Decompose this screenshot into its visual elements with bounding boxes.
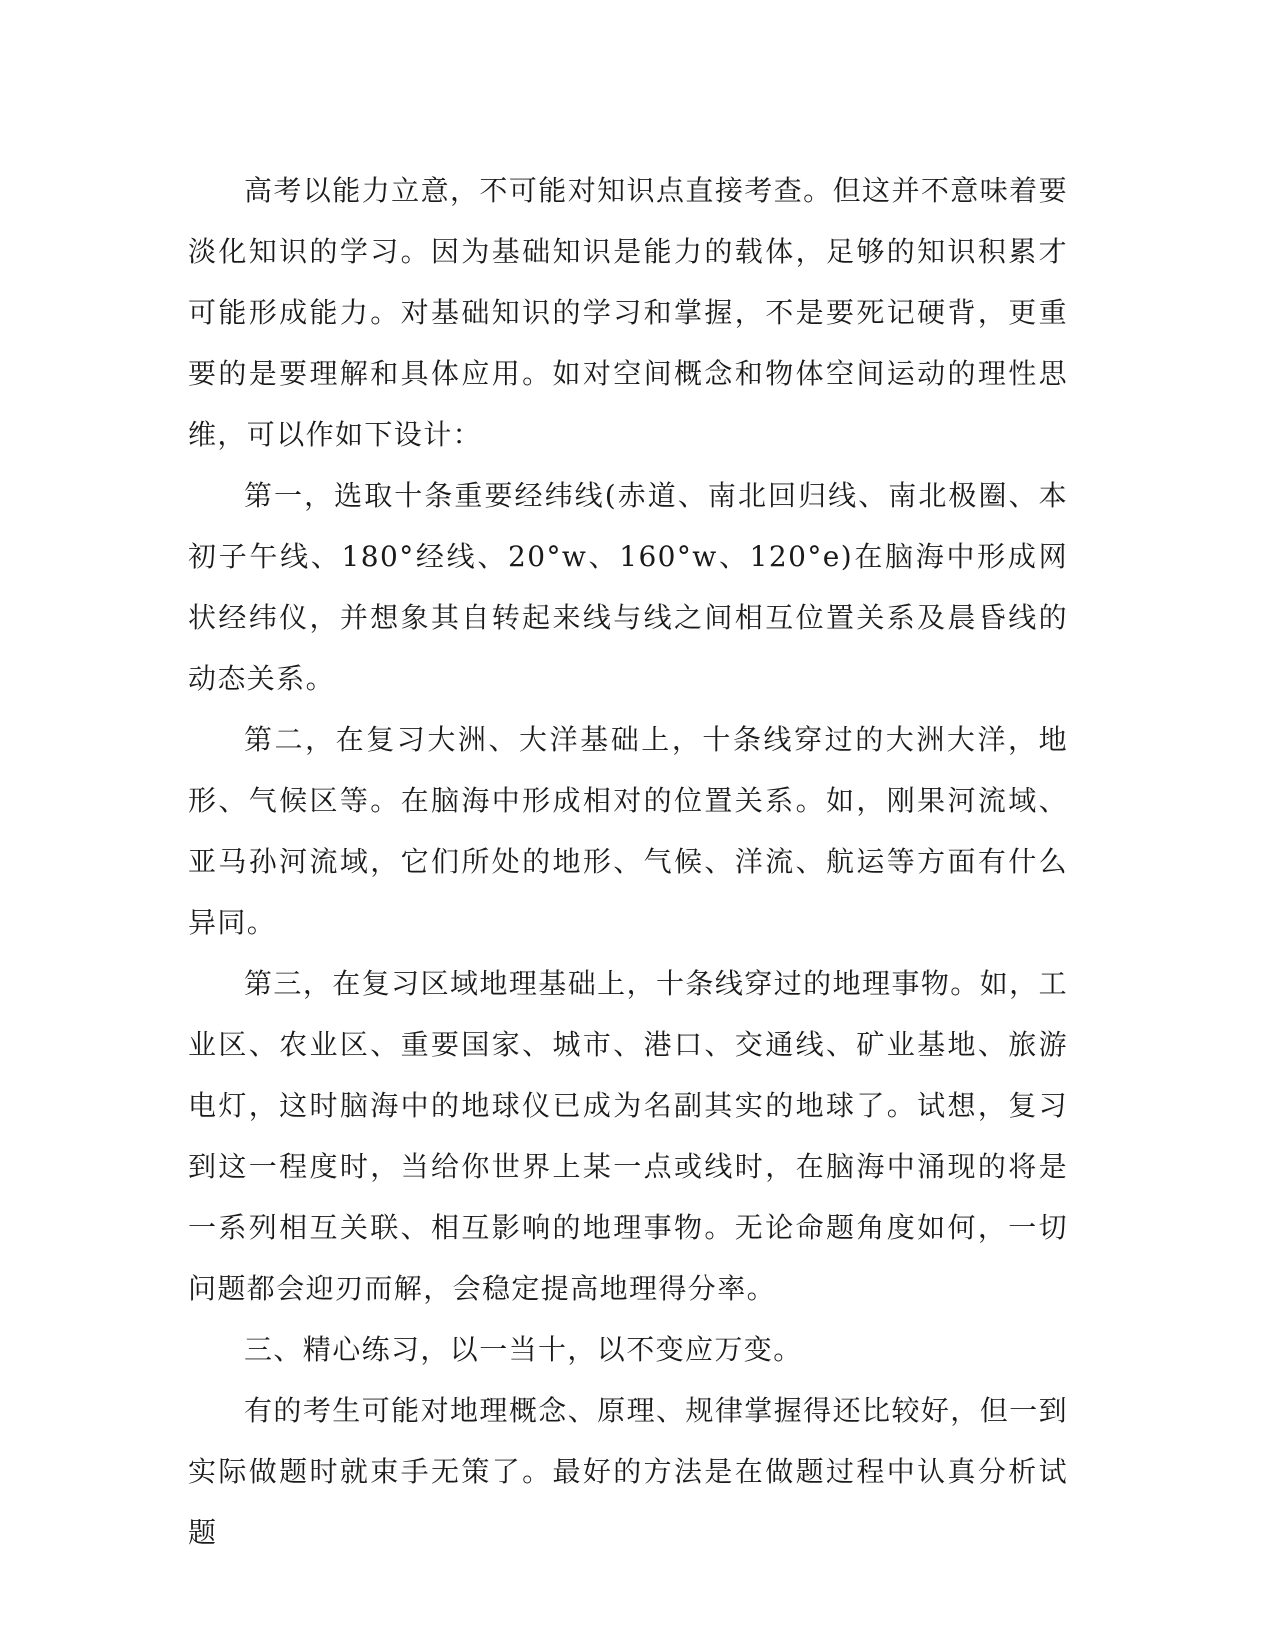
paragraph-2: 第一，选取十条重要经纬线(赤道、南北回归线、南北极圈、本初子午线、180°经线、20°w、160°w、120°e)在脑海中形成网状经纬仪，并想象其自转起来线与线之间相互位置关系及晨昏线的动态关系。: [188, 479, 1068, 695]
paragraph-5: 有的考生可能对地理概念、原理、规律掌握得还比较好，但一到实际做题时就束手无策了。最好的方法是在做题过程中认真分析试题: [188, 1394, 1068, 1549]
paragraph-1: 高考以能力立意，不可能对知识点直接考查。但这并不意味着要淡化知识的学习。因为基础知识是能力的载体，足够的知识积累才可能形成能力。对基础知识的学习和掌握，不是要死记硬背，更重要的是要理解和具体应用。如对空间概念和物体空间运动的理性思维，可以作如下设计：: [188, 174, 1068, 451]
paragraph-3: 第二，在复习大洲、大洋基础上，十条线穿过的大洲大洋，地形、气候区等。在脑海中形成相对的位置关系。如，刚果河流域、亚马孙河流域，它们所处的地形、气候、洋流、航运等方面有什么异同。: [188, 723, 1068, 939]
paragraph-4: 第三，在复习区域地理基础上，十条线穿过的地理事物。如，工业区、农业区、重要国家、城市、港口、交通线、矿业基地、旅游电灯，这时脑海中的地球仪已成为名副其实的地球了。试想，复习到这一程度时，当给你世界上某一点或线时，在脑海中涌现的将是一系列相互关联、相互影响的地理事物。无论命题角度如何，一切问题都会迎刃而解，会稳定提高地理得分率。: [188, 967, 1068, 1305]
section-heading: 三、精心练习，以一当十，以不变应万变。: [244, 1333, 803, 1366]
document-body: [188, 160, 1068, 1563]
